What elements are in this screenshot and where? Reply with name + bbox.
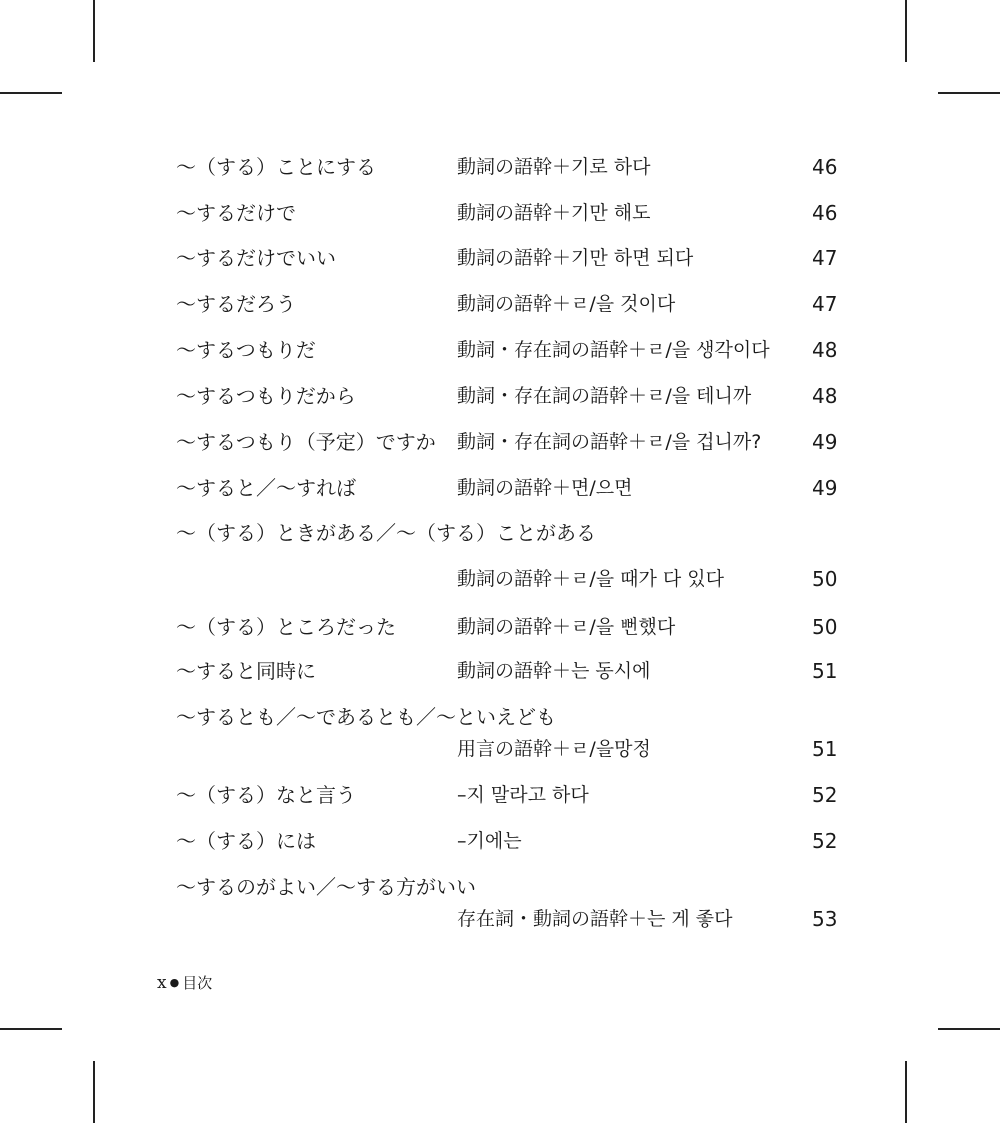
toc-row <box>0 613 1000 653</box>
toc-page-number: 47 <box>812 292 838 316</box>
toc-row <box>0 244 1000 284</box>
toc-page-number: 47 <box>812 246 838 270</box>
toc-row <box>0 336 1000 376</box>
toc-page-number: 48 <box>812 338 838 362</box>
toc-expression: 〜するつもり（予定）ですか <box>176 430 436 454</box>
toc-page-number: 49 <box>812 476 838 500</box>
toc-expression: 〜すると同時に <box>176 659 316 683</box>
toc-korean-pattern: 動詞・存在詞の語幹＋ㄹ/을 테니까 <box>457 385 752 407</box>
crop-mark <box>93 1061 95 1123</box>
toc-expression: 〜（する）なと言う <box>176 783 356 807</box>
crop-mark <box>0 1028 62 1030</box>
toc-korean-pattern: 動詞の語幹＋는 동시에 <box>457 660 651 682</box>
toc-row <box>0 519 1000 559</box>
toc-row <box>0 290 1000 330</box>
toc-row <box>0 199 1000 239</box>
toc-expression: 〜するのがよい／〜する方がいい <box>176 875 476 899</box>
toc-expression: 〜すると／〜すれば <box>176 476 356 500</box>
crop-mark <box>938 1028 1000 1030</box>
toc-page-number: 49 <box>812 430 838 454</box>
toc-korean-pattern: 用言の語幹＋ㄹ/을망정 <box>457 738 651 760</box>
toc-row <box>0 905 1000 945</box>
crop-mark <box>0 92 62 94</box>
toc-expression: 〜するだけでいい <box>176 246 336 270</box>
toc-row <box>0 827 1000 867</box>
toc-row <box>0 382 1000 422</box>
toc-korean-pattern: 存在詞・動詞の語幹＋는 게 좋다 <box>457 908 733 930</box>
toc-row <box>0 474 1000 514</box>
crop-mark <box>905 1061 907 1123</box>
toc-page-number: 48 <box>812 384 838 408</box>
toc-expression: 〜（する）ことにする <box>176 155 376 179</box>
toc-row <box>0 565 1000 605</box>
toc-page-number: 53 <box>812 907 838 931</box>
toc-row <box>0 781 1000 821</box>
toc-page-number: 51 <box>812 737 838 761</box>
bullet-icon: ● <box>169 976 180 989</box>
toc-korean-pattern: 動詞の語幹＋기로 하다 <box>457 156 651 178</box>
toc-row <box>0 153 1000 193</box>
toc-korean-pattern: –지 말라고 하다 <box>457 784 589 806</box>
running-footer <box>157 972 212 994</box>
page-folio: x <box>157 973 167 993</box>
toc-korean-pattern: 動詞・存在詞の語幹＋ㄹ/을 겁니까? <box>457 431 762 453</box>
toc-expression: 〜（する）ところだった <box>176 615 396 639</box>
toc-page-number: 46 <box>812 201 838 225</box>
toc-korean-pattern: 動詞の語幹＋ㄹ/을 뻔했다 <box>457 616 676 638</box>
toc-expression: 〜するつもりだから <box>176 384 356 408</box>
crop-mark <box>905 0 907 62</box>
crop-mark <box>938 92 1000 94</box>
toc-page-number: 46 <box>812 155 838 179</box>
toc-korean-pattern: 動詞の語幹＋ㄹ/을 것이다 <box>457 293 676 315</box>
toc-korean-pattern: 動詞の語幹＋면/으면 <box>457 477 633 499</box>
toc-page-number: 52 <box>812 829 838 853</box>
toc-korean-pattern: 動詞の語幹＋기만 하면 되다 <box>457 247 694 269</box>
toc-korean-pattern: 動詞の語幹＋ㄹ/을 때가 다 있다 <box>457 568 724 590</box>
toc-expression: 〜するだろう <box>176 292 296 316</box>
toc-expression: 〜（する）ときがある／〜（する）ことがある <box>176 521 596 545</box>
toc-expression: 〜するだけで <box>176 201 296 225</box>
toc-row <box>0 428 1000 468</box>
toc-expression: 〜（する）には <box>176 829 316 853</box>
toc-expression: 〜するつもりだ <box>176 338 316 362</box>
toc-korean-pattern: –기에는 <box>457 830 522 852</box>
toc-row <box>0 657 1000 697</box>
crop-mark <box>93 0 95 62</box>
toc-korean-pattern: 動詞の語幹＋기만 해도 <box>457 202 651 224</box>
toc-row <box>0 735 1000 775</box>
toc-page-number: 50 <box>812 567 838 591</box>
toc-page-number: 51 <box>812 659 838 683</box>
toc-page-number: 52 <box>812 783 838 807</box>
section-label: 目次 <box>182 974 213 992</box>
toc-korean-pattern: 動詞・存在詞の語幹＋ㄹ/을 생각이다 <box>457 339 770 361</box>
toc-expression: 〜するとも／〜であるとも／〜といえども <box>176 705 556 729</box>
toc-page-number: 50 <box>812 615 838 639</box>
